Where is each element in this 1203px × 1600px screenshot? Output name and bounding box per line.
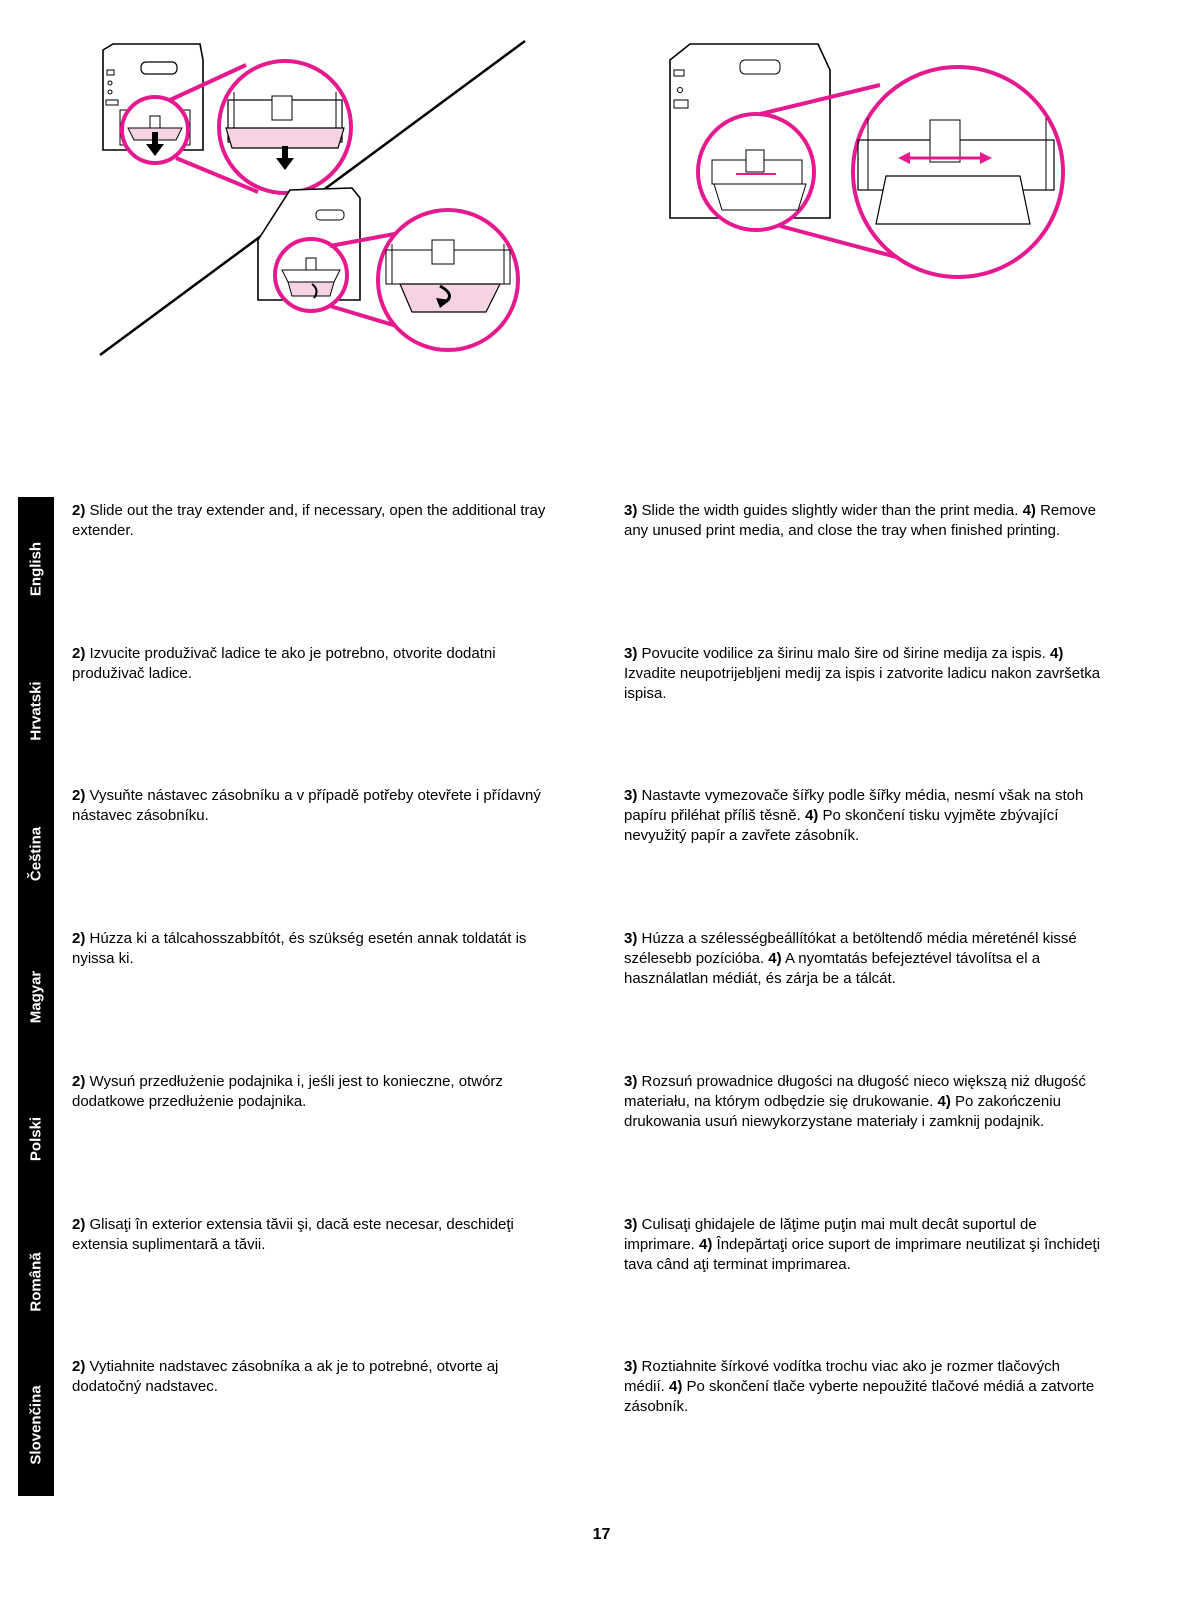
- step-number: 2): [72, 787, 86, 805]
- language-tab: [18, 782, 54, 925]
- instruction-text-right: [624, 644, 1104, 704]
- language-tab-label: Hrvatski: [27, 681, 45, 741]
- language-tab: [18, 925, 54, 1068]
- step-text: Húzza a szélességbeállítókat a betöltendő média méreténél kissé szélesebb pozícióba.: [624, 930, 1077, 968]
- language-tab-label: Magyar: [27, 970, 45, 1023]
- step-text: Po zakończeniu drukowania usuń niewykorzystane materiały i zamknij podajnik.: [624, 1092, 1061, 1130]
- language-tab-label: English: [27, 541, 45, 596]
- step-number: 4): [937, 1092, 951, 1110]
- language-row: [18, 1211, 1148, 1353]
- language-tab-label: Română: [27, 1252, 45, 1312]
- step-number: 4): [669, 1378, 683, 1396]
- language-tab: [18, 640, 54, 783]
- step-number: 4): [1022, 502, 1036, 519]
- step-text: Húzza ki a tálcahosszabbítót, és szükség esetén annak toldatát is nyissa ki.: [72, 930, 527, 968]
- step-number: 4): [699, 1235, 713, 1253]
- instruction-text-left: [72, 786, 552, 826]
- step-number: 3): [624, 644, 638, 662]
- step-number: 3): [624, 1215, 638, 1233]
- instruction-text-left: [72, 501, 552, 541]
- language-row: [18, 640, 1148, 782]
- step-text: Povucite vodilice za širinu malo šire od širine medija za ispis.: [637, 644, 1051, 662]
- instruction-text-left: [72, 929, 552, 969]
- step-number: 3): [624, 1358, 638, 1376]
- step-number: 3): [624, 930, 638, 948]
- language-tab: [18, 1211, 54, 1354]
- printer-tray-extender-figure: [103, 44, 351, 193]
- instruction-text-right: [624, 1357, 1104, 1417]
- step-text: Slide out the tray extender and, if necessary, open the additional tray extender.: [72, 502, 546, 539]
- step-text: Remove any unused print media, and close the tray when finished printing.: [624, 502, 1096, 539]
- step-text: Nastavte vymezovače šířky podle šířky média, nesmí však na stoh papíru přiléhat příliš těsně.: [624, 787, 1084, 825]
- step-number: 2): [72, 502, 86, 519]
- printer-additional-extender-figure: [258, 188, 518, 350]
- instruction-text-right: [624, 786, 1104, 846]
- step-number: 3): [624, 502, 638, 519]
- step-text: Îndepărtaţi orice suport de imprimare neutilizat şi închideţi tava când aţi terminat imprimarea.: [624, 1235, 1101, 1273]
- instruction-text-right: [624, 929, 1104, 989]
- instruction-text-left: [72, 644, 552, 684]
- step-number: 2): [72, 644, 86, 662]
- step-number: 2): [72, 1358, 86, 1376]
- step-number: 4): [1050, 644, 1064, 662]
- step-text: Vytiahnite nadstavec zásobníka a ak je to potrebné, otvorte aj dodatočný nadstavec.: [72, 1358, 499, 1396]
- instruction-text-right: [624, 1072, 1104, 1132]
- language-row: [18, 1068, 1148, 1210]
- step-text: Slide the width guides slightly wider than the print media.: [637, 502, 1023, 519]
- language-row: [18, 1353, 1148, 1495]
- step-text: Wysuń przedłużenie podajnika i, jeśli jest to konieczne, otwórz dodatkowe przedłużenie podajnika.: [72, 1072, 503, 1110]
- language-tab-label: Slovenčina: [27, 1385, 45, 1465]
- language-tab-label: Čeština: [27, 826, 45, 881]
- step-number: 3): [624, 787, 638, 805]
- illustrations: [0, 0, 1203, 470]
- step-text: Culisaţi ghidajele de lăţime puţin mai mult decât suportul de imprimare.: [624, 1215, 1037, 1253]
- page-number: 17: [592, 1526, 611, 1543]
- step-number: 4): [768, 950, 782, 968]
- step-text: Roztiahnite šírkové vodítka trochu viac ako je rozmer tlačových médií.: [624, 1358, 1061, 1396]
- language-row: [18, 497, 1148, 639]
- step-number: 4): [804, 807, 819, 825]
- step-text: Vysuňte nástavec zásobníku a v případě potřeby otevřete i přídavný nástavec zásobníku.: [72, 787, 541, 825]
- step-text: Rozsuń prowadnice długości na długość nieco większą niż długość materiału, na którym odbędzie się drukowanie.: [624, 1072, 1086, 1110]
- step-text: A nyomtatás befejeztével távolítsa el a használatlan médiát, és zárja be a tálcát.: [624, 950, 1041, 988]
- step-number: 3): [624, 1072, 638, 1090]
- step-number: 2): [72, 1215, 86, 1233]
- instruction-text-right: [624, 501, 1104, 541]
- language-tab: [18, 1353, 54, 1496]
- step-number: 2): [72, 930, 86, 948]
- step-text: Po skončení tlače vyberte nepoužité tlačové médiá a zatvorte zásobník.: [624, 1378, 1095, 1416]
- instruction-text-left: [72, 1357, 552, 1397]
- instruction-text-right: [624, 1215, 1104, 1275]
- step-text: Izvucite produživač ladice te ako je potrebno, otvorite dodatni produživač ladice.: [72, 644, 496, 682]
- language-tab-label: Polski: [27, 1117, 45, 1162]
- step-text: Po skončení tisku vyjměte zbývající nevyužitý papír a zavřete zásobník.: [624, 807, 1059, 845]
- language-tab: [18, 1068, 54, 1211]
- step-number: 2): [72, 1072, 86, 1090]
- instruction-text-left: [72, 1072, 552, 1112]
- instruction-text-left: [72, 1215, 552, 1255]
- step-text: Izvadite neupotrijebljeni medij za ispis i zatvorite ladicu nakon završetka ispisa.: [624, 664, 1101, 702]
- step-text: Glisaţi în exterior extensia tăvii şi, dacă este necesar, deschideţi extensia suplimentară a tăvii.: [72, 1215, 514, 1253]
- language-tab: [18, 497, 54, 640]
- language-row: [18, 782, 1148, 924]
- printer-width-guides-figure: [670, 44, 1063, 277]
- language-row: [18, 925, 1148, 1067]
